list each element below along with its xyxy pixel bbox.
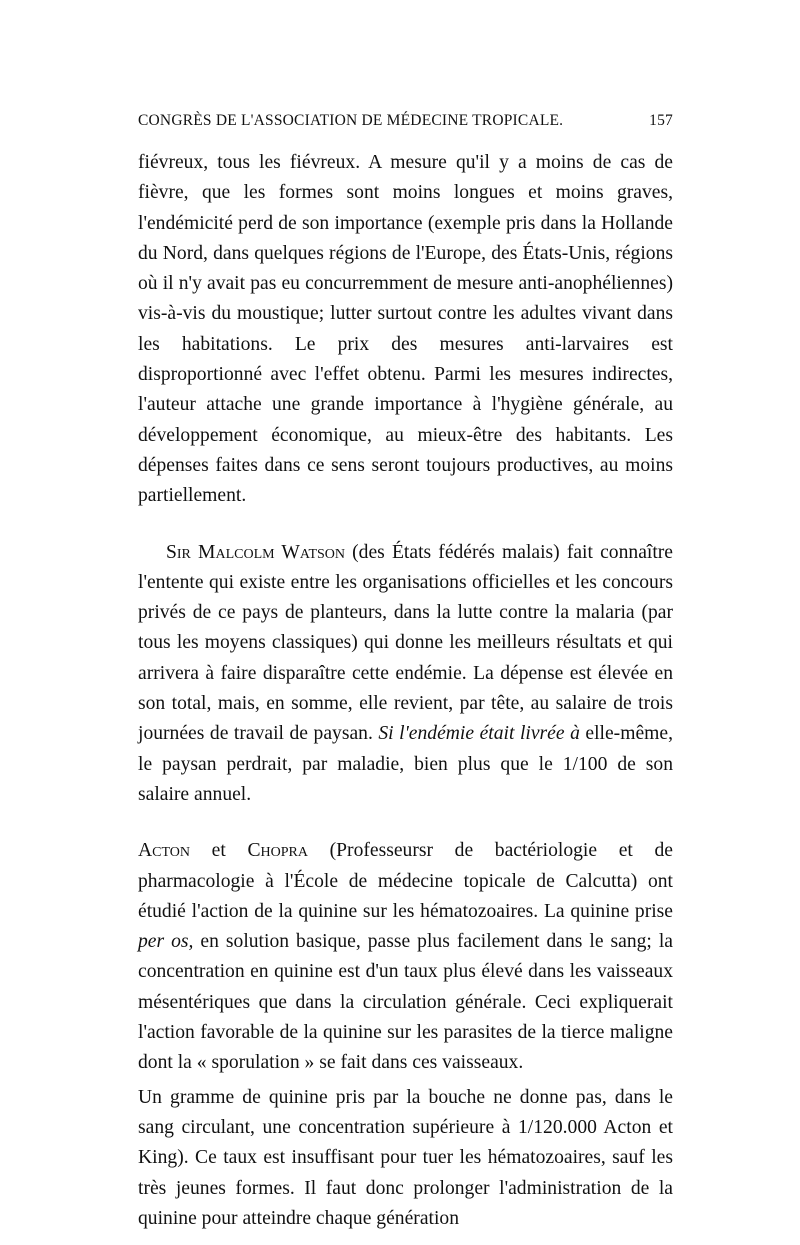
running-header xyxy=(138,112,673,140)
paragraph-3 xyxy=(138,836,673,1078)
paragraph-3-italic: per os, xyxy=(138,931,194,953)
author-name-chopra: Chopra xyxy=(247,840,308,862)
paragraph-3-text-2: en solution basique, passe plus facilement dans le sang; la concentration en quinine est d'un taux plus élevé dans les vaisseaux mésentériques que dans la circulation générale. Ceci expliquerait l'action favorable de la quinine sur les parasites de la tierce maligne dont la « sporulation » se fait dans ces vaisseaux. xyxy=(138,931,674,1074)
paragraph-2 xyxy=(138,538,673,811)
paragraph-1: fiévreux, tous les fiévreux. A mesure qu'il y a moins de cas de fièvre, que les formes sont moins longues et moins graves, l'endémicité perd de son importance (exemple pris dans la Hollande du Nord, dans quelques régions de l'Europe, des États-Unis, régions où il n'y avait pas eu concurremment de mesure anti-anophéliennes) vis-à-vis du moustique; lutter surtout contre les adultes vivant dans les habitations. Le prix des mesures anti-larvaires est disproportionné avec l'effet obtenu. Parmi les mesures indirectes, l'auteur attache une grande importance à l'hygiène générale, au développement économique, au mieux-être des habitants. Les dépenses faites dans ce sens seront toujours productives, au moins partiellement. xyxy=(138,152,673,507)
paragraph-2-italic: Si l'endémie était livrée à xyxy=(378,723,580,745)
page-number: 157 xyxy=(649,112,673,129)
author-name-acton: Acton xyxy=(138,840,191,862)
paragraph-2-text: (des États fédérés malais) fait connaître l'entente qui existe entre les organisations officielles et les concours privés de ce pays de planteurs, dans la lutte contre la malaria (par tous les moyens classiques) qui donne les meilleurs résultats et qui arrivera à faire disparaître cette endémie. La dépense est élevée en son total, mais, en somme, elle revient, par tête, au salaire de trois journées de travail de paysan. xyxy=(138,541,673,745)
paragraph-4: Un gramme de quinine pris par la bouche ne donne pas, dans le sang circulant, une concentration supérieure à 1/120.000 Acton et King). Ce taux est insuffisant pour tuer les hématozoaires, sauf les très jeunes formes. Il faut donc prolonger l'administration de la quinine pour atteindre chaque génération xyxy=(138,1086,673,1229)
paragraph-3-text-1: (Professeursr de bactériologie et de pharmacologie à l'École de médecine topicale de Calcutta) ont étudié l'action de la quinine sur les hématozoaires. La quinine prise xyxy=(138,840,674,922)
author-conjunction: et xyxy=(190,840,248,862)
document-page xyxy=(138,112,673,1234)
paragraph-2-end: elle-même, le paysan perdrait, par maladie, bien plus que le 1/100 de son salaire annuel. xyxy=(138,723,673,805)
running-title: CONGRÈS DE L'ASSOCIATION DE MÉDECINE TROPICALE. xyxy=(138,112,564,129)
author-name-watson: Sir Malcolm Watson xyxy=(166,541,345,563)
